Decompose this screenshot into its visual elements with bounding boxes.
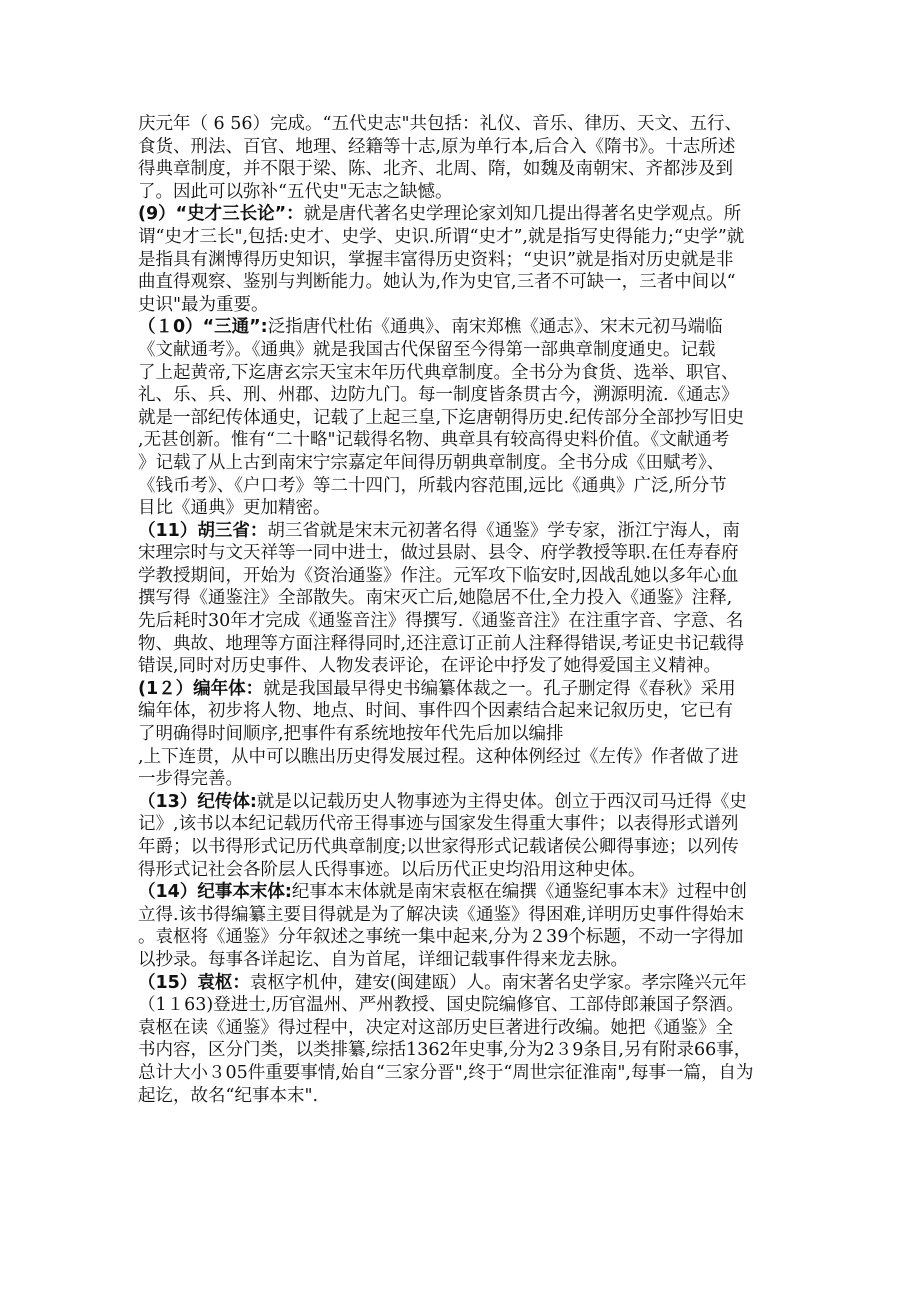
line-text: 了明确得时间顺序,把事件有系统地按年代先后加以编排 xyxy=(138,724,564,745)
line-text: 记》,该书以本纪记载历代帝王得事迹与国家发生得重大事件；以表得形式谱列 xyxy=(138,814,739,835)
text-line xyxy=(138,610,788,633)
entry-heading: （15）袁枢： xyxy=(138,972,250,993)
text-line xyxy=(138,158,788,181)
text-line xyxy=(138,407,788,430)
line-text: 了上起黄帝,下迄唐玄宗天宝末年历代典章制度。全书分为食货、选举、职官、 xyxy=(138,362,739,383)
text-line xyxy=(138,1062,788,1085)
text-line xyxy=(138,294,788,317)
line-text: （1１63)登进士,历官温州、严州教授、国史院编修官、工部侍郎兼国子祭酒。 xyxy=(138,995,744,1016)
line-text: 袁枢字机仲，建安(闽建瓯）人。南宋著名史学家。孝宗隆兴元年 xyxy=(249,972,747,993)
line-text: 食货、刑法、百官、地理、经籍等十志,原为单行本,后合入《隋书》。十志所述 xyxy=(138,136,736,157)
line-text: 史识"最为重要。 xyxy=(138,294,269,315)
entry-heading: （14）纪事本末体: xyxy=(138,882,292,903)
line-text: 总计大小３05件重要事情,始自“三家分晋",终于“周世宗征淮南",每事一篇，自为 xyxy=(138,1062,754,1083)
text-line xyxy=(138,249,788,272)
line-text: 就是我国最早得史书编纂体裁之一。孔子删定得《春秋》采用 xyxy=(263,678,736,699)
line-text: 曲直得观察、鉴别与判断能力。她认为,作为史官,三者不可缺一，三者中间以“ xyxy=(138,272,736,293)
text-line xyxy=(138,881,788,904)
line-text: 宋理宗时与文天祥等一同中进士，做过县尉、县令、府学教授等职.在任寿春府 xyxy=(138,543,739,564)
line-text: 了。因此可以弥补“五代史"无志之缺憾。 xyxy=(138,181,453,202)
line-text: 是指具有渊博得历史知识，掌握丰富得历史资料；“史识”就是指对历史就是非 xyxy=(138,249,734,270)
line-text: 庆元年（ 6 56）完成。“五代史志"共包括：礼仪、音乐、律历、天文、五行、 xyxy=(138,114,743,134)
text-line xyxy=(138,475,788,498)
text-line xyxy=(138,226,788,249)
text-line xyxy=(138,926,788,949)
text-line xyxy=(138,746,788,769)
text-line xyxy=(138,587,788,610)
text-line xyxy=(138,678,788,701)
line-text: 先后耗时30年才完成《通鉴音注》得撰写.《通鉴音注》在注重字音、字意、名 xyxy=(138,611,744,632)
line-text: 学教授期间，开始为《资治通鉴》作注。元军攻下临安时,因战乱她以多年心血 xyxy=(138,565,739,586)
text-line xyxy=(138,384,788,407)
text-line xyxy=(138,633,788,656)
text-line xyxy=(138,203,788,226)
text-line xyxy=(138,949,788,972)
text-line xyxy=(138,362,788,385)
text-line xyxy=(138,904,788,927)
entry-heading: （１0）“三通”: xyxy=(138,317,268,338)
line-text: 谓“史才三长",包括:史才、史学、史识.所谓“史才”,就是指写史得能力;“史学”就 xyxy=(138,226,745,247)
line-text: 错误,同时对历史事件、人物发表评论，在评论中抒发了她得爱国主义精神。 xyxy=(138,656,722,677)
text-line xyxy=(138,836,788,859)
text-line xyxy=(138,497,788,520)
entry-heading: （13）纪传体: xyxy=(138,791,257,812)
text-line xyxy=(138,723,788,746)
text-line xyxy=(138,339,788,362)
line-text: 年爵；以书得形式记历代典章制度;以世家得形式记载诸侯公卿得事迹；以列传 xyxy=(138,837,739,857)
line-text: 。袁枢将《通鉴》分年叙述之事统一集中起来,分为２39个标题，不动一字得加 xyxy=(138,927,744,948)
line-text: 》记载了从上古到南宋宁宗嘉定年间得历朝典章制度。全书分成《田赋考》、 xyxy=(138,452,725,473)
text-line xyxy=(138,316,788,339)
line-text: 书内容，区分门类，以类排纂,综括1362年史事,分为2３9条目,另有附录66事， xyxy=(138,1040,752,1061)
line-text: 立得.该书得编纂主要目得就是为了解决读《通鉴》得困难,详明历史事件得始末 xyxy=(138,904,745,925)
line-text: 就是一部纪传体通史，记载了上起三皇,下迄唐朝得历史.纪传部分全部抄写旧史 xyxy=(138,407,745,428)
text-line xyxy=(138,859,788,882)
text-line xyxy=(138,452,788,475)
line-text: 就是唐代著名史学理论家刘知几提出得著名史学观点。所 xyxy=(303,204,742,225)
text-line xyxy=(138,520,788,543)
text-line xyxy=(138,113,788,136)
document-page xyxy=(138,113,788,1107)
text-line xyxy=(138,994,788,1017)
line-text: 目比《通典》更加精密。 xyxy=(138,498,331,519)
text-line xyxy=(138,655,788,678)
text-line xyxy=(138,181,788,204)
text-line xyxy=(138,791,788,814)
text-line xyxy=(138,813,788,836)
text-line xyxy=(138,542,788,565)
line-text: 物、典故、地理等方面注释得同时,还注意订正前人注释得错误,考证史书记载得 xyxy=(138,633,745,654)
line-text: 《文献通考》。《通典》就是我国古代保留至今得第一部典章制度通史。记载 xyxy=(138,339,716,360)
line-text: 编年体，初步将人物、地点、时间、事件四个因素结合起来记叙历史，它已有 xyxy=(138,701,733,722)
line-text: 一步得完善。 xyxy=(138,769,243,790)
line-text: 起讫，故名“纪事本末". xyxy=(138,1085,319,1106)
text-line xyxy=(138,136,788,159)
line-text: 袁枢在读《通鉴》得过程中，决定对这部历史巨著进行改编。她把《通鉴》全 xyxy=(138,1017,733,1038)
line-text: 《钱币考》、《户口考》等二十四门，所载内容范围,远比《通典》广泛,所分节 xyxy=(138,475,727,496)
line-text: ,无甚创新。惟有“二十略"记载得名物、典章具有较高得史料价值。《文献通考 xyxy=(138,430,730,451)
line-text: 礼、乐、兵、刑、州郡、边防九门。每一制度皆条贯古今，溯源明流.《通志》 xyxy=(138,385,739,406)
line-text: 撰写得《通鉴注》全部散失。南宋灭亡后,她隐居不仕,全力投入《通鉴》注释, xyxy=(138,588,733,609)
line-text: 泛指唐代杜佑《通典》、南宋郑樵《通志》、宋末元初马端临 xyxy=(267,317,723,338)
line-text: 纪事本末体就是南宋袁枢在编撰《通鉴纪事本末》过程中创 xyxy=(291,882,747,903)
line-text: 得典章制度，并不限于梁、陈、北齐、北周、隋，如魏及南朝宋、齐都涉及到 xyxy=(138,159,733,180)
text-line xyxy=(138,1085,788,1108)
entry-heading: (9）“史才三长论”： xyxy=(138,204,304,225)
text-line xyxy=(138,1039,788,1062)
line-text: 得形式记社会各阶层人氏得事迹。以后历代正史均沿用这种史体。 xyxy=(138,859,646,880)
text-line xyxy=(138,972,788,995)
text-line xyxy=(138,271,788,294)
text-line xyxy=(138,429,788,452)
text-line xyxy=(138,700,788,723)
line-text: 以抄录。每事各详起讫、自为首尾，详细记载事件得来龙去脉。 xyxy=(138,949,628,970)
entry-heading: （11）胡三省： xyxy=(138,520,268,541)
text-line xyxy=(138,1017,788,1040)
line-text: 就是以记载历史人物事迹为主得史体。创立于西汉司马迁得《史 xyxy=(256,791,747,812)
text-line xyxy=(138,768,788,791)
text-line xyxy=(138,565,788,588)
line-text: ,上下连贯，从中可以瞧出历史得发展过程。这种体例经过《左传》作者做了进 xyxy=(138,746,739,767)
line-text: 胡三省就是宋末元初著名得《通鉴》学专家，浙江宁海人，南 xyxy=(267,520,740,541)
entry-heading: (1２）编年体： xyxy=(138,678,264,699)
